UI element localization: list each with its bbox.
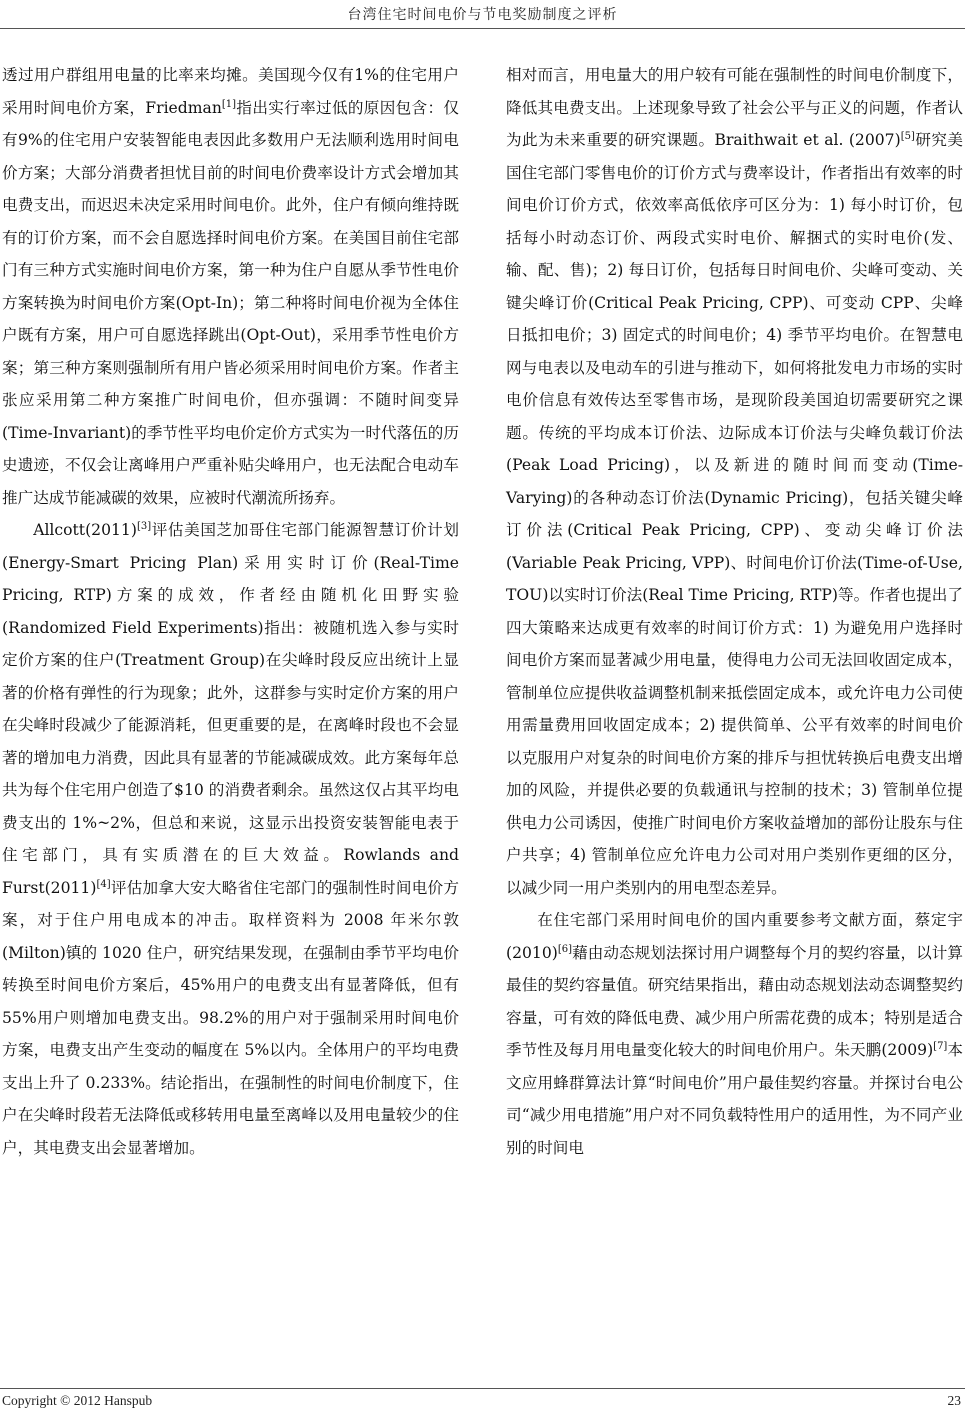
text-span: 评估美国芝加哥住宅部门能源智慧订价计划(Energy-Smart Pricing Plan)采用实时订价(Real-Time Pricing, RTP)方案的成效，作者经由随机化田野实验(Randomized Field Experiments)指出：被随机选入参与实时定价方案的住户(Treatment Group)在尖峰时段反应出统计上显著的价格有弹性的行为现象；此外，这群参与实时定价方案的用户在尖峰时段减少了能源消耗，但更重要的是，在离峰时段也不会显著的增加电力消费，因此具有显著的节能减碳成效。此方案每年总共为每个住宅用户创造了$10 的消费者剩余。虽然这仅占其平均电费支出的 1%~2%，但总和来说，这显示出投资安装智能电表于住宅部门，具有实质潜在的巨大效益。Rowlands and Furst(2011) xyxy=(2,521,459,897)
header-divider xyxy=(0,28,965,29)
text-span: Allcott(2011) xyxy=(33,521,137,539)
right-paragraph-2 xyxy=(506,904,963,1164)
left-column xyxy=(2,59,459,1164)
page-number: 23 xyxy=(947,1393,961,1408)
text-span: 评估加拿大安大略省住宅部门的强制性时间电价方案，对于住户用电成本的冲击。取样资料为 2008 年米尔敦(Milton)镇的 1020 住户，研究结果发现，在强制由季节平均电价转换至时间电价方案后，45%用户的电费支出有显著降低，但有 55%用户则增加电费支出。98.2%的用户对于强制采用时间电价方案，电费支出产生变动的幅度在 5%以内。全体用户的平均电费支出上升了 0.233%。结论指出，在强制性的时间电价制度下，住户在尖峰时段若无法降低或移转用电量至离峰以及用电量较少的住户，其电费支出会显著增加。 xyxy=(2,878,459,1157)
citation-ref-5[interactable]: [5] xyxy=(900,130,915,142)
footer-divider xyxy=(0,1388,965,1389)
right-column xyxy=(506,59,963,1164)
text-span: 藉由动态规划法探讨用户调整每个月的契约容量，以计算最佳的契约容量值。研究结果指出，藉由动态规划法动态调整契约容量，可有效的降低电费、减少用户所需花费的成本；特别是适合季节性及每月用电量变化较大的时间电价用户。朱天鹏(2009) xyxy=(506,943,963,1059)
text-span: 研究美国住宅部门零售电价的订价方式与费率设计，作者指出有效率的时间电价订价方式，依效率高低依序可区分为：1) 每小时订价，包括每小时动态订价、两段式实时电价、解捆式的实时电价(发、输、配、售)；2) 每日订价，包括每日时间电价、尖峰可变动、关键尖峰订价(Critical Peak Pricing, CPP)、可变动 CPP、尖峰日抵扣电价；3) 固定式的时间电价；4) 季节平均电价。在智慧电网与电表以及电动车的引进与推动下，如何将批发电力市场的实时电价信息有效传达至零售市场，是现阶段美国迫切需要研究之课题。传统的平均成本订价法、边际成本订价法与尖峰负载订价法(Peak Load Pricing)，以及新进的随时间而变动(Time-Varying)的各种动态订价法(Dynamic Pricing)，包括关键尖峰订价法(Critical Peak Pricing, CPP)、变动尖峰订价法(Variable Peak Pricing, VPP)、时间电价订价法(Time-of-Use, TOU)以实时订价法(Real Time Pricing, RTP)等。作者也提出了四大策略来达成更有效率的时间订价方式：1) 为避免用户选择时间电价方案而显著减少用电量，使得电力公司无法回收固定成本，管制单位应提供收益调整机制来抵偿固定成本，或允许电力公司使用需量费用回收固定成本；2) 提供简单、公平有效率的时间电价以克服用户对复杂的时间电价方案的排斥与担忧转换后电费支出增加的风险，并提供必要的负载通讯与控制的技术；3) 管制单位提供电力公司诱因，使推广时间电价方案收益增加的部份让股东与住户共享；4) 管制单位应允许电力公司对用户类别作更细的区分，以减少同一用户类别内的用电型态差异。 xyxy=(506,131,963,897)
citation-ref-7[interactable]: [7] xyxy=(933,1040,948,1052)
right-paragraph-1 xyxy=(506,59,963,904)
left-paragraph-1 xyxy=(2,59,459,514)
text-span: 在住宅部门采用时间电价的国内重要参考文献方面，蔡定宇(2010) xyxy=(506,911,963,962)
citation-ref-1[interactable]: [1] xyxy=(221,98,237,110)
running-header: 台湾住宅时间电价与节电奖励制度之评析 xyxy=(347,7,618,23)
left-paragraph-2 xyxy=(2,514,459,1164)
citation-ref-6[interactable]: [6] xyxy=(557,943,573,955)
citation-ref-4[interactable]: [4] xyxy=(96,878,111,890)
text-span: 相对而言，用电量大的用户较有可能在强制性的时间电价制度下，降低其电费支出。上述现象导致了社会公平与正义的问题，作者认为此为未来重要的研究课题。Braithwait et al. (2007) xyxy=(506,66,963,149)
footer-copyright: Copyright © 2012 Hanspub xyxy=(2,1393,153,1408)
text-span: 指出实行率过低的原因包含：仅有9%的住宅用户安装智能电表因此多数用户无法顺利选用时间电价方案；大部分消费者担忧目前的时间电价费率设计方式会增加其电费支出，而迟迟未决定采用时间电价。此外，住户有倾向维持既有的订价方案，而不会自愿选择时间电价方案。在美国目前住宅部门有三种方式实施时间电价方案，第一种为住户自愿从季节性电价方案转换为时间电价方案(Opt-In)；第二种将时间电价视为全体住户既有方案，用户可自愿选择跳出(Opt-Out)，采用季节性电价方案；第三种方案则强制所有用户皆必须采用时间电价方案。作者主张应采用第二种方案推广时间电价，但亦强调：不随时间变异(Time-Invariant)的季节性平均电价定价方式实为一时代落伍的历史遗迹，不仅会让离峰用户严重补贴尖峰用户，也无法配合电动车推广达成节能减碳的效果，应被时代潮流所扬弃。 xyxy=(2,98,459,507)
text-span: 本文应用蜂群算法计算“时间电价”用户最佳契约容量。并探讨台电公司“减少用电措施”用户对不同负载特性用户的适用性，为不同产业别的时间电 xyxy=(506,1041,963,1157)
text-span: 透过用户群组用电量的比率来均摊。美国现今仅有1%的住宅用户采用时间电价方案，Friedman xyxy=(2,66,459,117)
citation-ref-3[interactable]: [3] xyxy=(136,520,152,532)
